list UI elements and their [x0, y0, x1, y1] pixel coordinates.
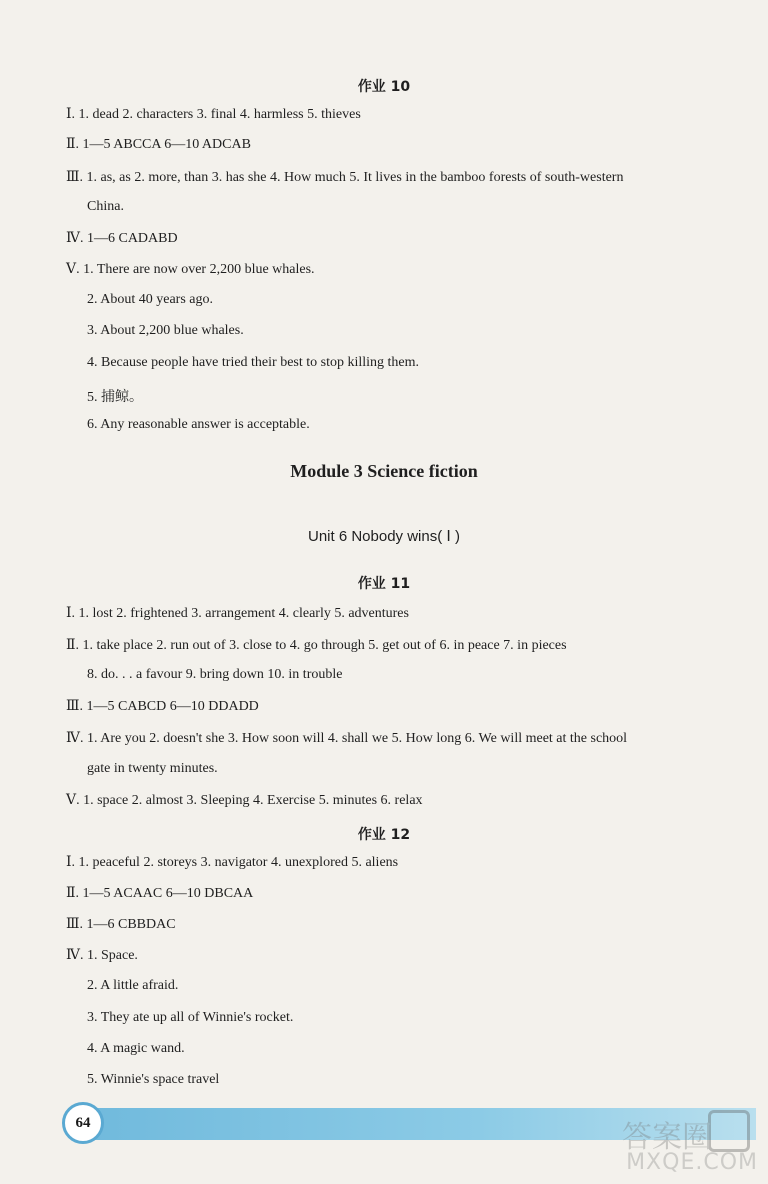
answer-line: Ⅱ. 1—5 ACAAC 6—10 DBCAA — [66, 886, 254, 901]
section-heading-zuoye-10: 作业 10 — [357, 79, 411, 95]
answer-line: Ⅲ. 1. as, as 2. more, than 3. has she 4. How much 5. It lives in the bamboo forests of south-western — [66, 170, 624, 185]
watermark-text: 答案圈 — [622, 1120, 712, 1155]
answer-line: Ⅰ. 1. peaceful 2. storeys 3. navigator 4. unexplored 5. aliens — [66, 855, 399, 870]
answer-line: 3. About 2,200 blue whales. — [87, 323, 244, 338]
answer-line: China. — [87, 199, 124, 214]
unit-title: Unit 6 Nobody wins( Ⅰ ) — [308, 528, 460, 545]
answer-line: Ⅲ. 1—6 CBBDAC — [66, 917, 176, 932]
answer-line: Ⅱ. 1—5 ABCCA 6—10 ADCAB — [66, 137, 251, 152]
answer-line: Ⅳ. 1—6 CADABD — [66, 231, 178, 246]
answer-line: 4. Because people have tried their best to stop killing them. — [87, 355, 420, 370]
answer-line: Ⅳ. 1. Are you 2. doesn't she 3. How soon will 4. shall we 5. How long 6. We will meet at the school — [66, 731, 628, 746]
page-number: 64 — [62, 1102, 104, 1144]
answer-line: 5. Winnie's space travel — [87, 1072, 220, 1087]
answer-line: 5. 捕鲸。 — [87, 390, 143, 405]
answer-line: 6. Any reasonable answer is acceptable. — [87, 417, 310, 432]
answer-line: 2. A little afraid. — [87, 978, 179, 993]
answer-line: Ⅰ. 1. dead 2. characters 3. final 4. harmless 5. thieves — [66, 107, 361, 122]
answer-line: Ⅰ. 1. lost 2. frightened 3. arrangement 4. clearly 5. adventures — [66, 606, 409, 621]
answer-line: Ⅴ. 1. space 2. almost 3. Sleeping 4. Exercise 5. minutes 6. relax — [66, 793, 423, 808]
answer-line: 8. do. . . a favour 9. bring down 10. in trouble — [87, 667, 343, 682]
module-title: Module 3 Science fiction — [290, 461, 478, 481]
answer-line: Ⅲ. 1—5 CABCD 6—10 DDADD — [66, 699, 259, 714]
section-heading-zuoye-11: 作业 11 — [357, 576, 411, 592]
answer-line: Ⅳ. 1. Space. — [66, 948, 138, 963]
watermark-box-icon — [708, 1110, 750, 1152]
answer-line: 2. About 40 years ago. — [87, 292, 213, 307]
section-heading-zuoye-12: 作业 12 — [357, 827, 411, 843]
answer-line: 4. A magic wand. — [87, 1041, 185, 1056]
watermark-logo — [610, 1110, 760, 1180]
answer-line: Ⅴ. 1. There are now over 2,200 blue whales. — [66, 262, 315, 277]
watermark-url: MXQE.COM — [626, 1150, 758, 1175]
answer-line: Ⅱ. 1. take place 2. run out of 3. close to 4. go through 5. get out of 6. in peace 7. in pieces — [66, 638, 567, 653]
answer-line: gate in twenty minutes. — [87, 761, 218, 776]
answer-line: 3. They ate up all of Winnie's rocket. — [87, 1010, 294, 1025]
